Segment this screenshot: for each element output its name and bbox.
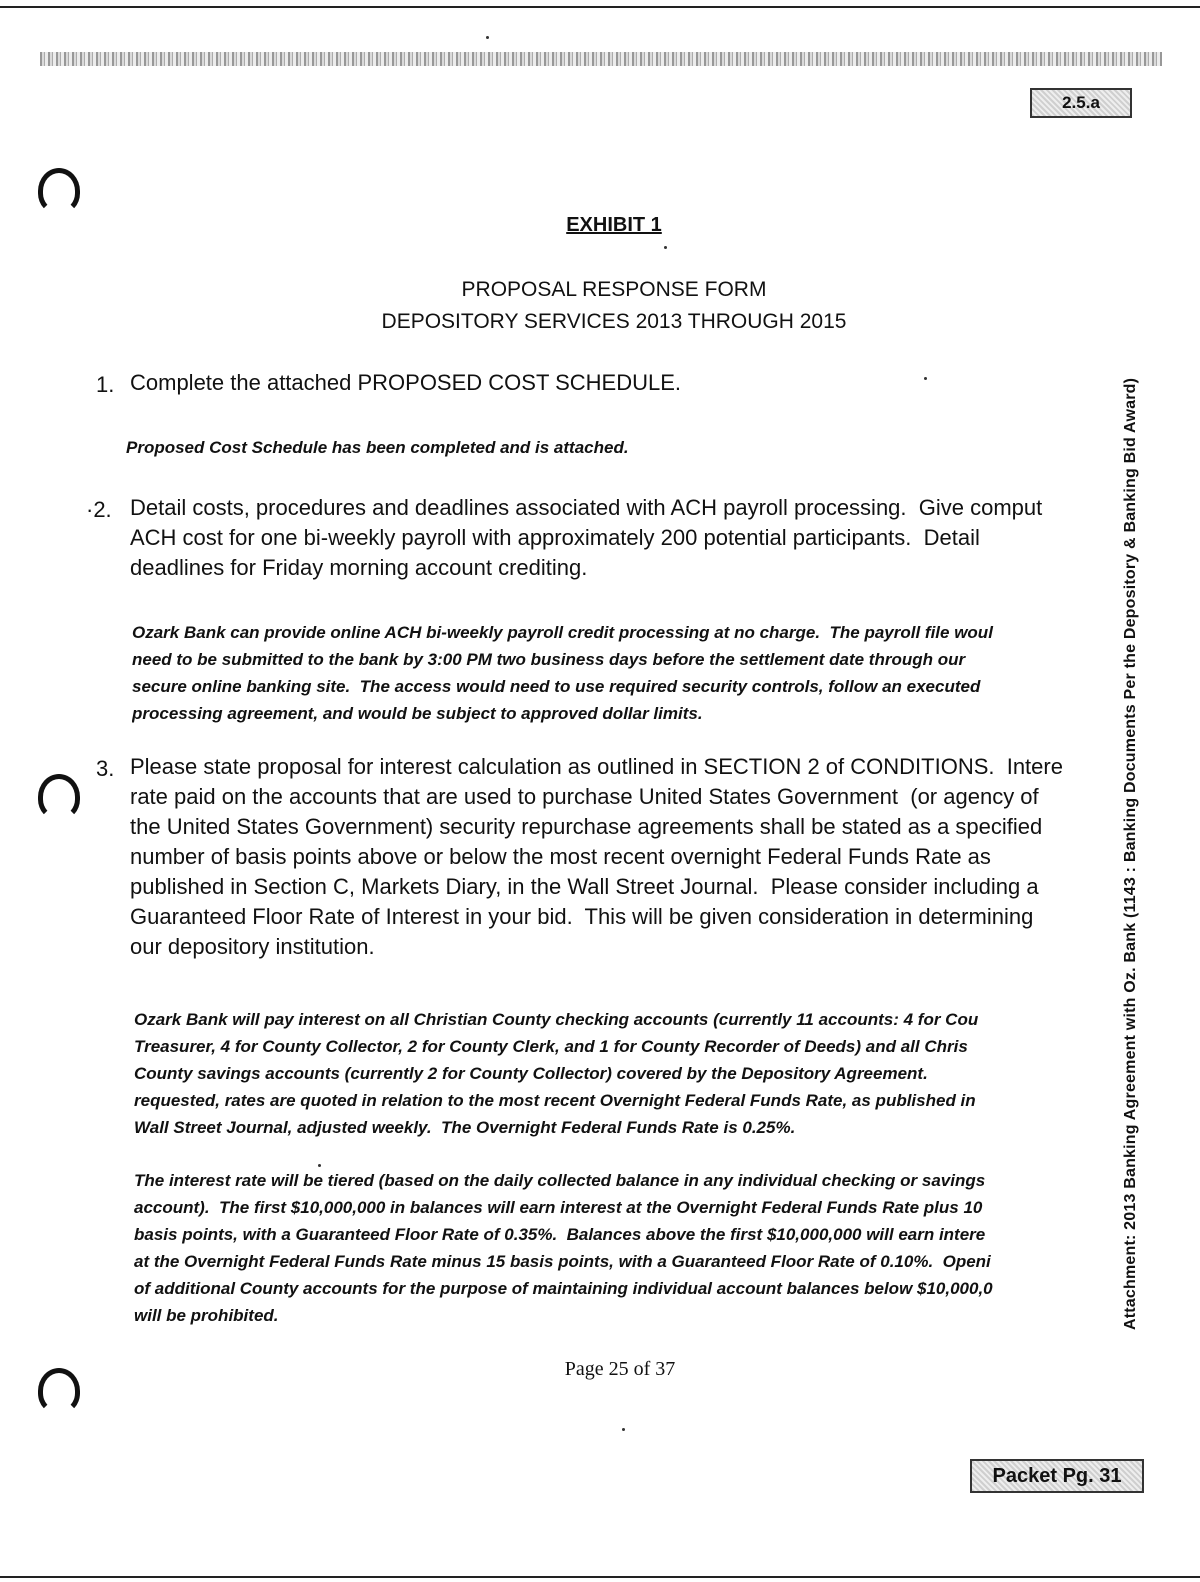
- scan-speck: [622, 1428, 625, 1431]
- item-number: 1.: [96, 372, 115, 397]
- form-subtitle: DEPOSITORY SERVICES 2013 THROUGH 2015: [381, 310, 847, 333]
- punch-hole-icon: [38, 774, 80, 820]
- scan-speck: [486, 36, 489, 39]
- scan-speck: [664, 246, 667, 249]
- packet-page-stamp: Packet Pg. 31: [970, 1459, 1144, 1493]
- exhibit-title: EXHIBIT 1: [566, 214, 662, 236]
- item-text: Detail costs, procedures and deadlines associated with ACH payroll processing. Give comput ACH cost for one bi-weekly payroll with approximately 200 potential participants. Detail deadlines for Friday morning account crediting.: [130, 495, 1043, 580]
- form-title: PROPOSAL RESPONSE FORM: [461, 278, 767, 301]
- item-text: Please state proposal for interest calculation as outlined in SECTION 2 of CONDITIONS. Intere rate paid on the accounts that are used to purchase United States Government (or agency of the United States Government) security repurchase agreements shall be stated as a specified number of basis points above or below the most recent overnight Federal Funds Rate as published in Section C, Markets Diary, in the Wall Street Journal. Please consider including a Guaranteed Floor Rate of Interest in your bid. This will be given consideration in determining our depository institution.: [130, 754, 1063, 959]
- item-text: Complete the attached PROPOSED COST SCHEDULE.: [130, 370, 682, 395]
- bottom-border-line: [0, 1576, 1200, 1578]
- item-response: Ozark Bank will pay interest on all Christian County checking accounts (currently 11 accounts: 4 for Cou Treasurer, 4 for County Collector, 2 for County Clerk, and 1 for County Recorder of Deeds) and all Chris County savings accounts (currently 2 for County Collector) covered by the Depository Agreement. requested, rates are quoted in relation to the most recent Overnight Federal Funds Rate, as published in Wall Street Journal, adjusted weekly. The Overnight Federal Funds Rate is 0.25%.: [134, 1010, 979, 1137]
- item-number: ·2.: [86, 497, 112, 522]
- punch-hole-icon: [38, 168, 80, 214]
- scan-noise-band: [40, 52, 1162, 66]
- item-number: 3.: [96, 756, 115, 781]
- attachment-stamp: 2.5.a: [1030, 88, 1132, 118]
- attachment-sidebar-text: Attachment: 2013 Banking Agreement with Oz. Bank (1143 : Banking Documents Per the Depository & Banking Bid Award): [1122, 377, 1139, 1330]
- scan-speck: [924, 377, 927, 380]
- item-response: Ozark Bank can provide online ACH bi-weekly payroll credit processing at no charge. The payroll file woul need to be submitted to the bank by 3:00 PM two business days before the settlement date through our secure online banking site. The access would need to use required security controls, follow an executed processing agreement, and would be subject to approved dollar limits.: [132, 623, 993, 723]
- top-border-line: [0, 6, 1200, 8]
- scan-speck: [318, 1164, 321, 1167]
- item-response-continued: The interest rate will be tiered (based on the daily collected balance in any individual checking or savings account). The first $10,000,000 in balances will earn interest at the Overnight Federal Funds Rate plus 10 basis points, with a Guaranteed Floor Rate of 0.35%. Balances above the first $10,000,000 will earn intere at the Overnight Federal Funds Rate minus 15 basis points, with a Guaranteed Floor Rate of 0.10%. Openi of additional County accounts for the purpose of maintaining individual account balances below $10,000,0 will be prohibited.: [134, 1171, 993, 1325]
- page-number: Page 25 of 37: [564, 1358, 676, 1380]
- item-response: Proposed Cost Schedule has been completed and is attached.: [126, 438, 629, 457]
